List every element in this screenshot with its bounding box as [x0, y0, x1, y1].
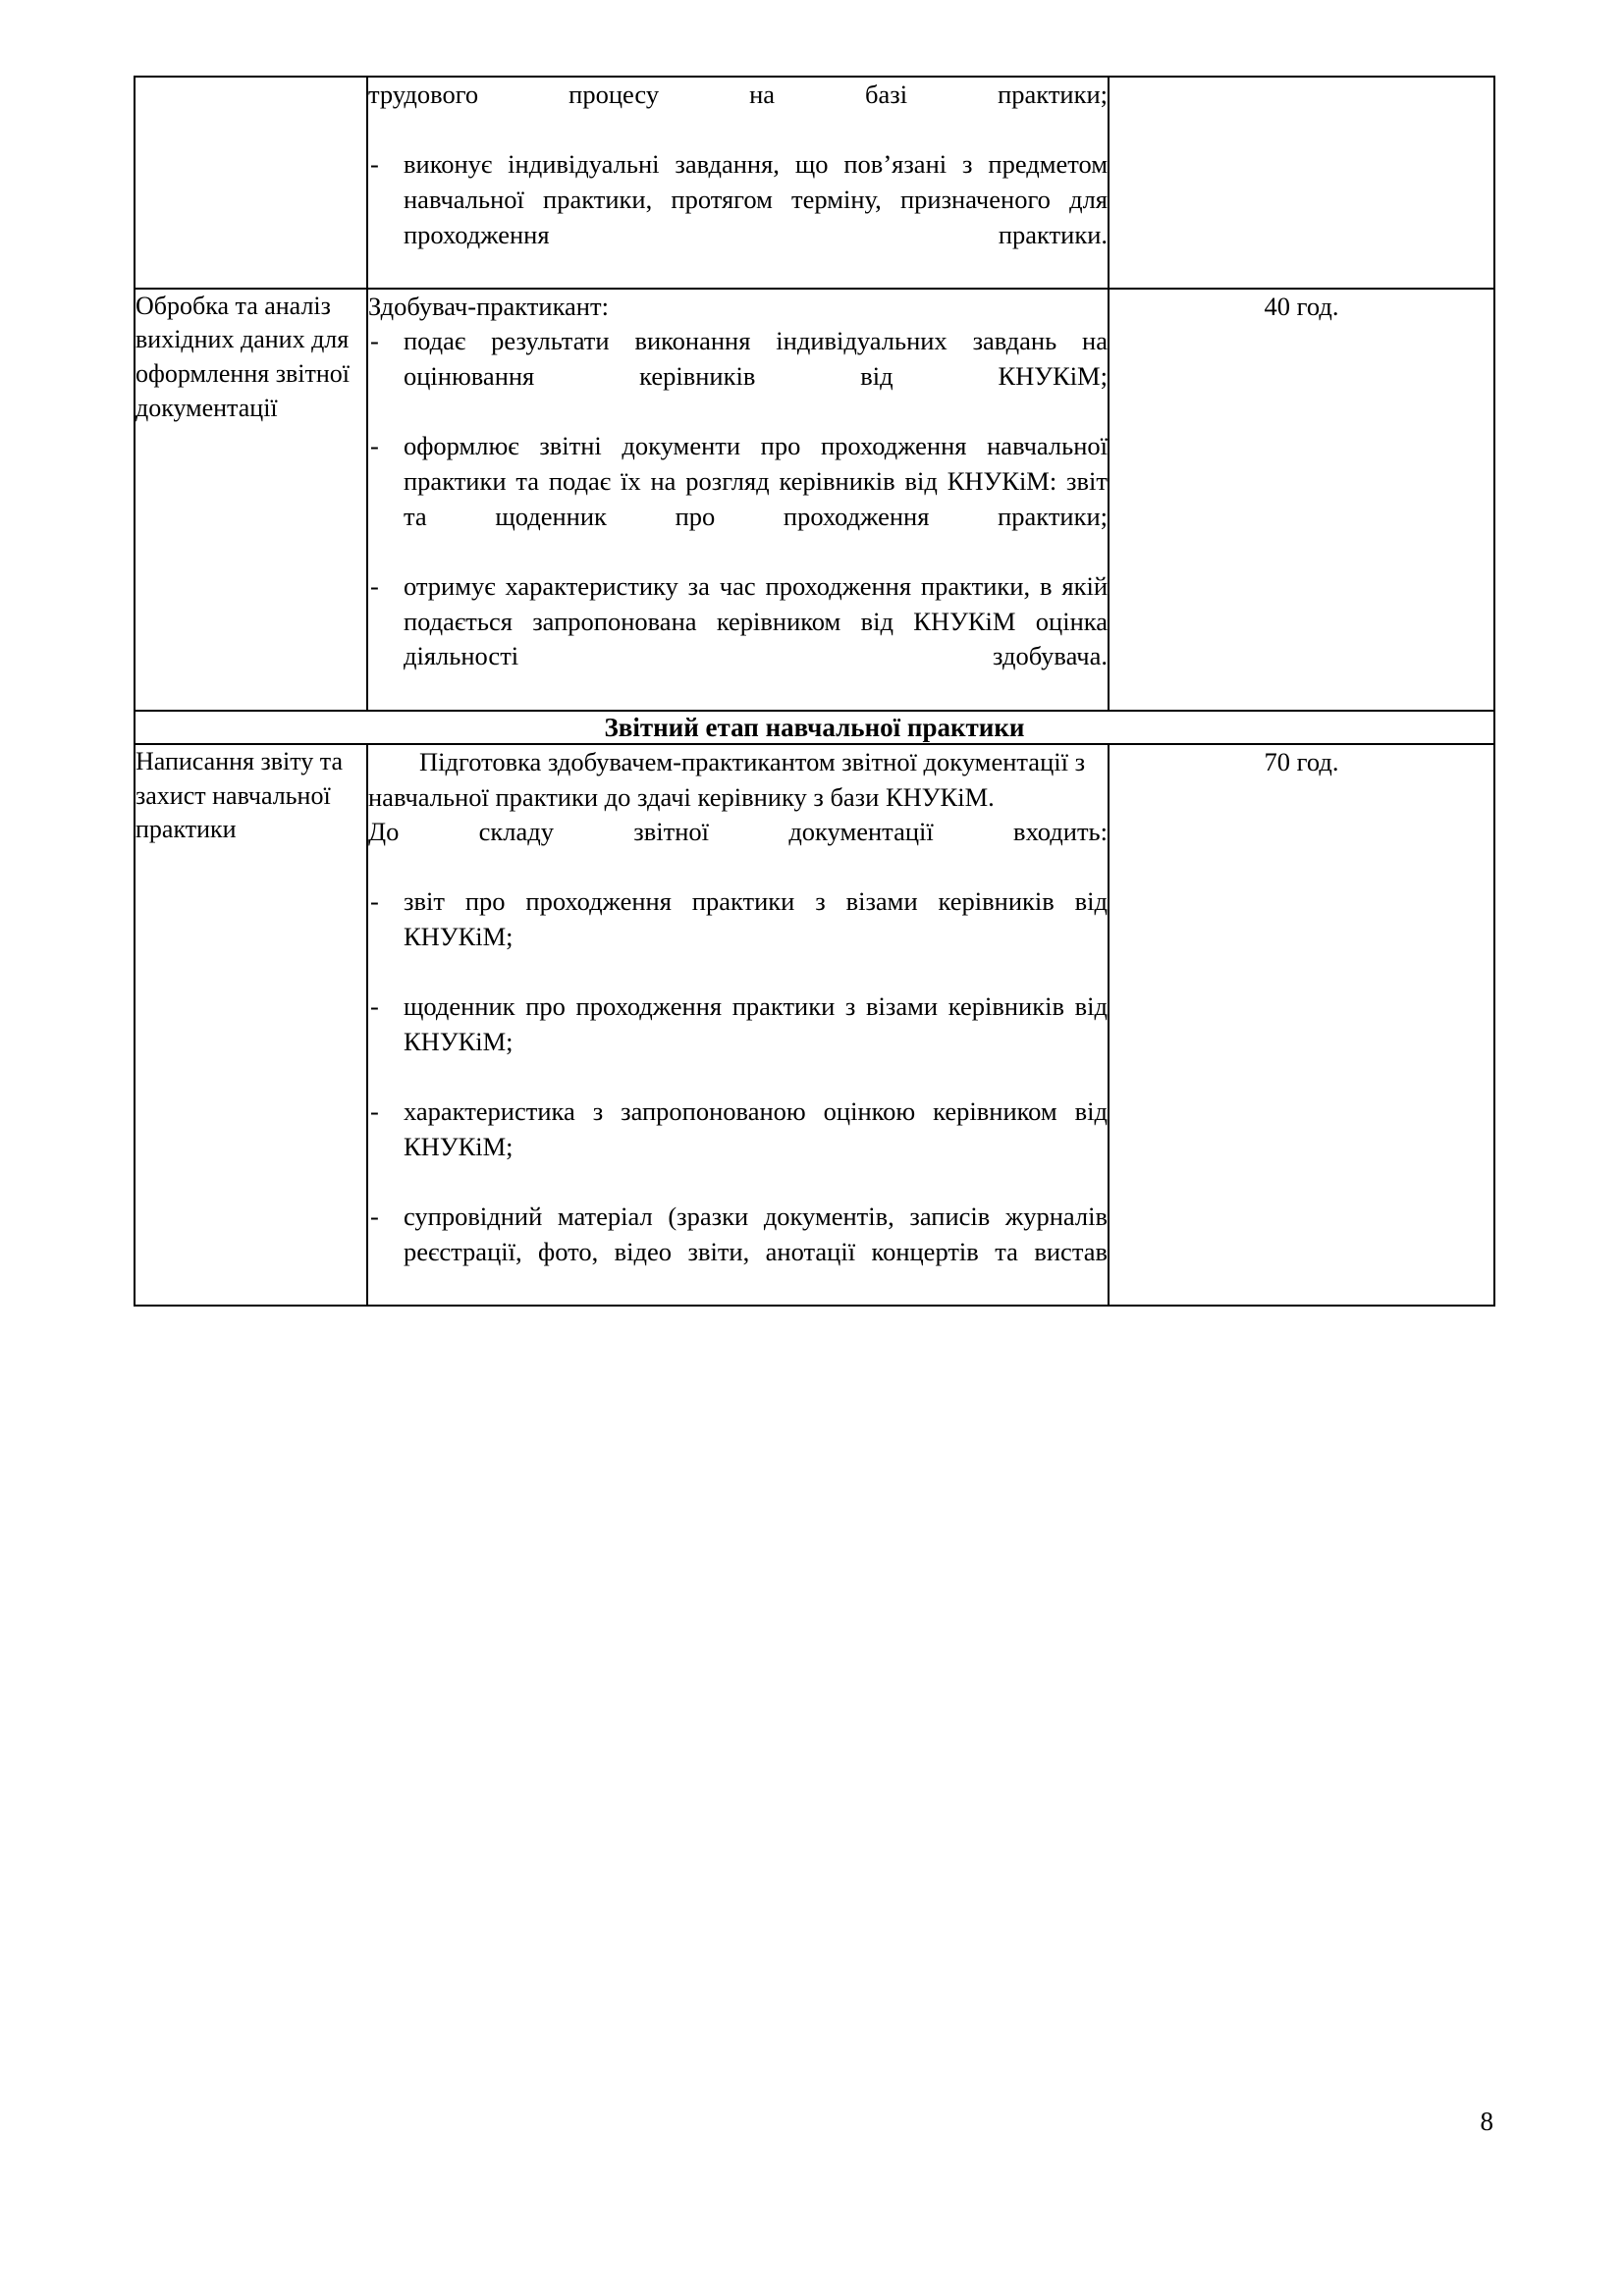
content-cell-continuation — [367, 77, 1109, 289]
list-item-text: оформлює звітні документи про проходження навчальної практики та подає їх на розгляд керівників від КНУКіМ: звіт та щоденник про проходження практики; — [404, 431, 1108, 531]
list-item-text: виконує індивідуальні завдання, що повʼязані з предметом навчальної практики, протягом терміну, призначеного для проходження практики. — [404, 149, 1108, 249]
list-item — [368, 1095, 1108, 1200]
table-row-banner — [135, 711, 1494, 744]
list-item-text: щоденник про проходження практики з візами керівників від КНУКіМ; — [404, 991, 1108, 1057]
list-item — [368, 147, 1108, 288]
dash-bullet-icon: - — [370, 1096, 379, 1127]
list-item-text: звіт про проходження практики з візами керівників від КНУКіМ; — [404, 886, 1108, 952]
dash-bullet-icon: - — [370, 431, 379, 461]
dash-bullet-icon: - — [370, 1201, 379, 1232]
hours-value: 40 год. — [1264, 291, 1339, 321]
dash-bullet-icon: - — [370, 886, 379, 917]
list-item-text: характеристика з запропонованою оцінкою керівником від КНУКіМ; — [404, 1096, 1108, 1161]
lead-text: Здобувач-практикант: — [368, 291, 609, 321]
hours-cell-obrobka — [1109, 289, 1494, 711]
list-item — [368, 989, 1108, 1095]
list-item-text: подає результати виконання індивідуальних завдань на оцінювання керівників від КНУКіМ; — [404, 326, 1108, 392]
table-row — [135, 77, 1494, 289]
stage-label: Обробка та аналіз вихідних даних для оформлення звітної документації — [135, 291, 350, 422]
list-item-text: отримує характеристику за час проходження практики, в якій подається запропонована керівником від КНУКіМ оцінка діяльності здобувача. — [404, 570, 1108, 671]
stage-cell-continuation — [135, 77, 367, 289]
page-number: 8 — [1480, 2107, 1493, 2136]
list-item-text: супровідний матеріал (зразки документів, записів журналів реєстрації, фото, відео звіти, анотації концертів та вистав — [404, 1201, 1108, 1266]
stage-label: Написання звіту та захист навчальної практики — [135, 746, 343, 844]
list-item — [368, 429, 1108, 569]
table-row — [135, 744, 1494, 1306]
hours-cell-continuation — [1109, 77, 1494, 289]
dash-bullet-icon: - — [370, 149, 379, 180]
list-item — [368, 1200, 1108, 1305]
practice-stages-table — [134, 76, 1495, 1307]
dash-bullet-icon: - — [370, 570, 379, 601]
dash-bullet-icon: - — [370, 326, 379, 356]
stage-cell-obrobka — [135, 289, 367, 711]
continuation-text: трудового процесу на базі практики; — [368, 80, 1108, 109]
list-item — [368, 324, 1108, 429]
bullet-list — [368, 324, 1108, 709]
bullet-list — [368, 884, 1108, 1305]
lead-text: До складу звітної документації входить: — [368, 817, 1108, 847]
stage-cell-napysannya — [135, 744, 367, 1306]
content-cell-napysannya — [367, 744, 1109, 1306]
dash-bullet-icon: - — [370, 991, 379, 1022]
section-banner: Звітний етап навчальної практики — [135, 711, 1494, 744]
hours-value: 70 год. — [1264, 746, 1339, 776]
table-row — [135, 289, 1494, 711]
hours-cell-napysannya — [1109, 744, 1494, 1306]
list-item — [368, 569, 1108, 710]
list-item — [368, 884, 1108, 989]
content-cell-obrobka — [367, 289, 1109, 711]
intro-text: Підготовка здобувачем-практикантом звітної документації з навчальної практики до здачі керівнику з бази КНУКіМ. — [368, 746, 1086, 812]
bullet-list — [368, 147, 1108, 288]
